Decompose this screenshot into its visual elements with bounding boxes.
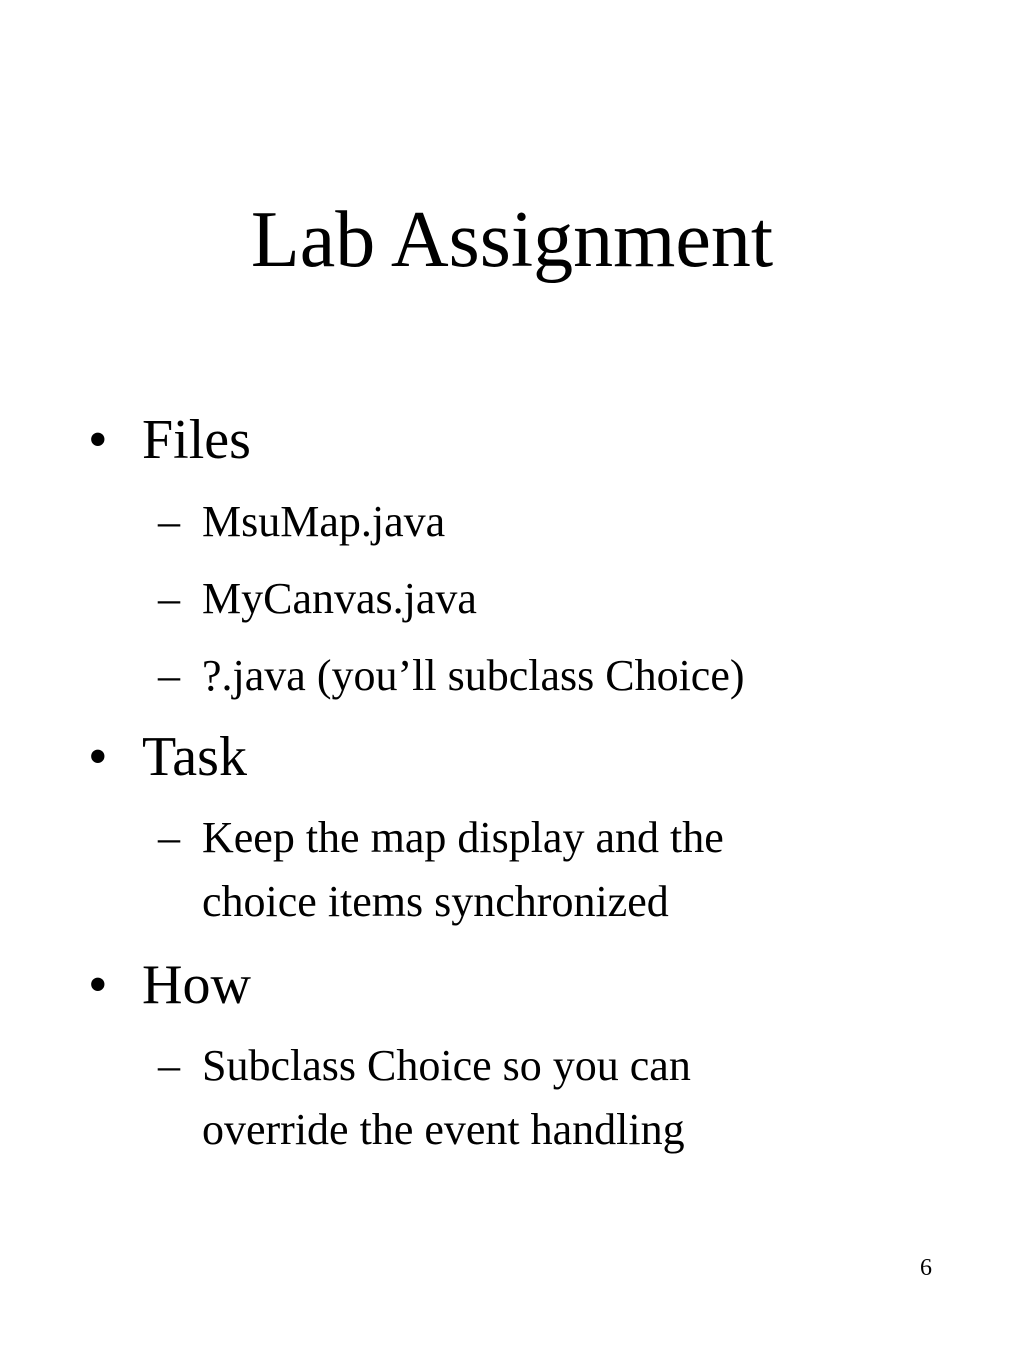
bullet-marker: • bbox=[88, 954, 108, 1016]
dash-marker: – bbox=[158, 813, 180, 862]
page-number: 6 bbox=[920, 1255, 932, 1281]
bullet-marker: • bbox=[88, 409, 108, 471]
dash-marker: – bbox=[158, 574, 180, 623]
sub-item-text: MyCanvas.java bbox=[202, 574, 477, 623]
sub-item-text: Subclass Choice so you can override the event handling bbox=[202, 1041, 691, 1154]
bullet-marker: • bbox=[88, 726, 108, 788]
bullet-label: Files bbox=[142, 409, 251, 471]
sub-item-text: Keep the map display and the choice items synchronized bbox=[202, 813, 724, 926]
dash-marker: – bbox=[158, 651, 180, 700]
dash-marker: – bbox=[158, 1041, 180, 1090]
sub-item-text: MsuMap.java bbox=[202, 497, 446, 546]
slide-title: Lab Assignment bbox=[250, 196, 774, 284]
bullet-label: How bbox=[142, 954, 251, 1016]
dash-marker: – bbox=[158, 497, 180, 546]
sub-item-text: ?.java (you’ll subclass Choice) bbox=[202, 651, 745, 700]
bullet-label: Task bbox=[142, 726, 247, 788]
